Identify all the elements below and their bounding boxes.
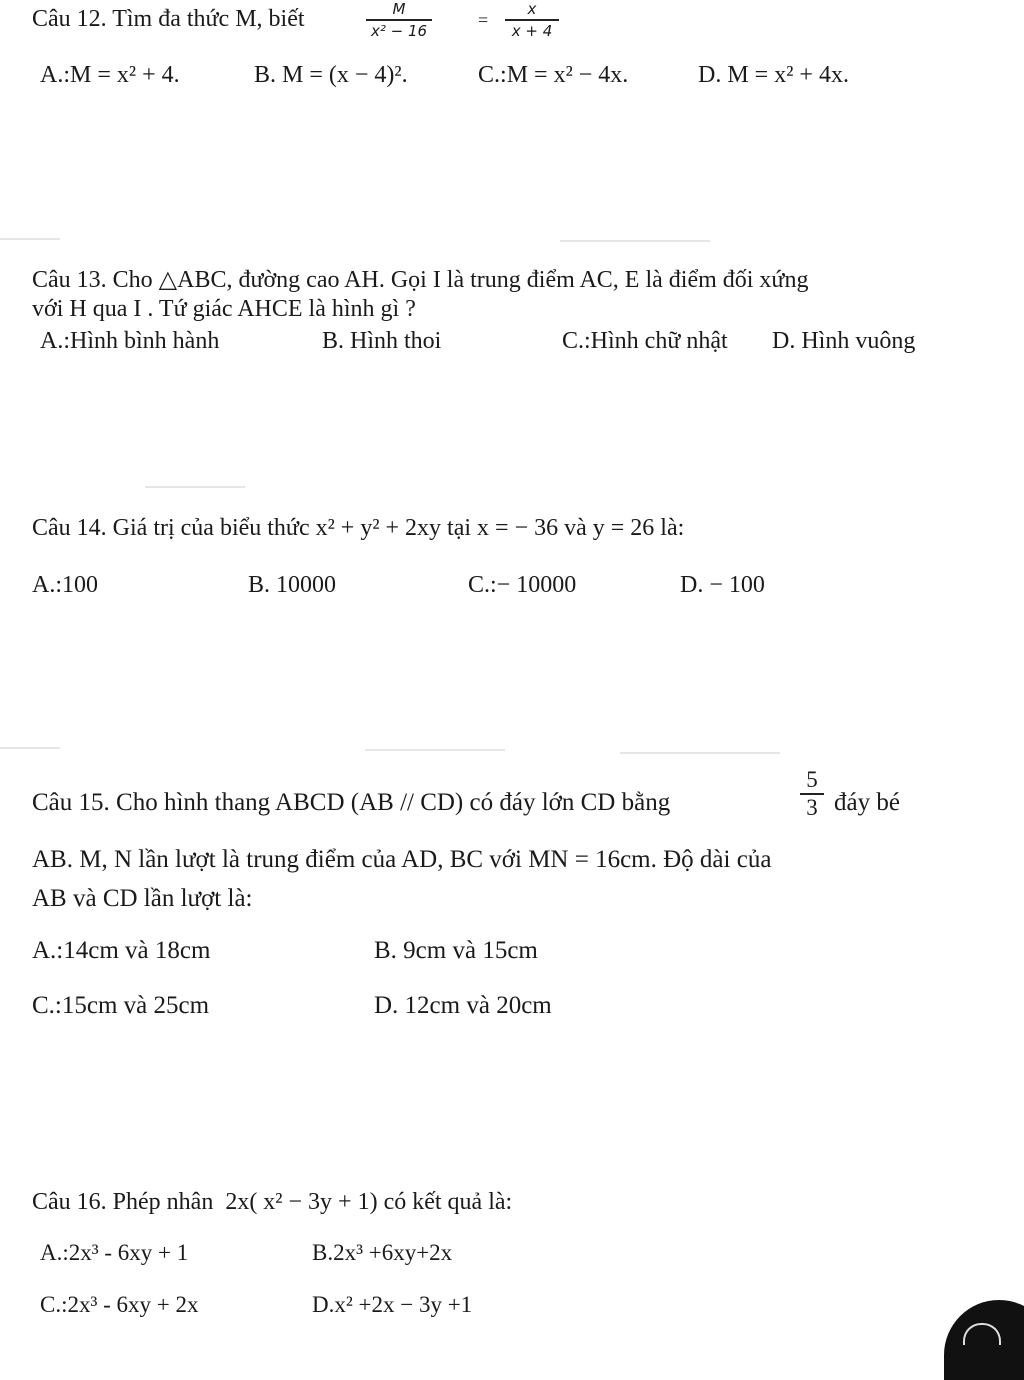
option-math: M = (x − 4)². [282, 62, 408, 88]
q12-fraction-left [366, 0, 432, 40]
q15-option-a: A.:14cm và 18cm [32, 937, 211, 964]
option-math: x² +2x − 3y +1 [334, 1292, 473, 1317]
option-label: A.: [40, 62, 70, 88]
q16-stem-math: 2x( x² − 3y + 1) [225, 1189, 378, 1215]
q13-option-c: C.:Hình chữ nhật [562, 328, 728, 354]
q13-option-d: D. Hình vuông [772, 328, 916, 354]
q15-line-1-post: đáy bé [834, 789, 900, 816]
q14-stem-math: x² + y² + 2xy tại x = − 36 và y = 26 là: [315, 515, 685, 541]
option-label: C.: [478, 62, 507, 88]
q13-option-b: B. Hình thoi [322, 328, 442, 354]
q12-stem: Câu 12. Tìm đa thức M, biết [32, 6, 305, 32]
q14-option-c: C.:− 10000 [468, 572, 577, 598]
q15-frac-denominator: 3 [806, 795, 818, 820]
q14-option-b: B. 10000 [248, 572, 337, 598]
q15-line-1-pre: Câu 15. Cho hình thang ABCD (AB // CD) có đáy lớn CD bằng [32, 789, 671, 816]
option-label: D. [312, 1292, 335, 1317]
divider-line [145, 486, 245, 488]
option-math: 2x³ +6xy+2x [333, 1240, 453, 1265]
q14-option-d: D. − 100 [680, 572, 765, 598]
q16-stem [32, 1189, 512, 1216]
q15-fraction [800, 768, 824, 820]
divider-line [0, 747, 60, 749]
q12-option-d [698, 62, 849, 89]
q16-option-c [40, 1292, 199, 1318]
q16-stem-text: Câu 16. Phép nhân [32, 1189, 214, 1215]
q15-option-d: D. 12cm và 20cm [374, 992, 552, 1019]
q16-stem-post: có kết quả là: [383, 1189, 513, 1215]
q15-line-2: AB. M, N lần lượt là trung điểm của AD, BC với MN = 16cm. Độ dài của [32, 846, 772, 873]
option-math: 2x³ - 6xy + 2x [67, 1292, 199, 1317]
option-math: M = x² + 4. [70, 62, 180, 88]
q14-stem [32, 515, 684, 542]
q15-option-c: C.:15cm và 25cm [32, 992, 210, 1019]
q16-option-b [312, 1240, 452, 1266]
option-math: 2x³ - 6xy + 1 [68, 1240, 189, 1265]
q12-frac2-numerator: x [527, 0, 537, 18]
q13-line-2: với H qua I . Tứ giác AHCE là hình gì ? [32, 296, 416, 322]
fraction-bar [505, 19, 559, 21]
option-label: B. [254, 62, 277, 88]
divider-line [0, 238, 60, 240]
option-label: A.: [40, 1240, 69, 1265]
q12-fraction-right [505, 0, 559, 40]
q15-option-b: B. 9cm và 15cm [374, 937, 538, 964]
q13-option-a: A.:Hình bình hành [40, 328, 220, 354]
option-math: M = x² + 4x. [727, 62, 849, 88]
q13-line-1: Câu 13. Cho △ABC, đường cao AH. Gọi I là trung điểm AC, E là điểm đối xứng [32, 267, 809, 293]
option-label: C.: [40, 1292, 68, 1317]
option-label: D. [698, 62, 722, 88]
divider-line [620, 752, 780, 754]
q14-option-a: A.:100 [32, 572, 98, 598]
q16-option-a [40, 1240, 188, 1266]
q15-frac-numerator: 5 [806, 767, 818, 792]
option-label: B. [312, 1240, 334, 1265]
q14-stem-text: Câu 14. Giá trị của biểu thức [32, 515, 310, 541]
divider-line [560, 240, 710, 242]
fraction-bar [366, 19, 432, 21]
q12-frac2-denominator: x + 4 [511, 22, 553, 40]
q12-option-c [478, 62, 628, 89]
q16-option-d [312, 1292, 472, 1318]
q12-option-b [254, 62, 408, 89]
q12-equals: = [478, 10, 489, 30]
q15-line-3: AB và CD lần lượt là: [32, 885, 253, 912]
q12-frac1-numerator: M [392, 0, 406, 18]
option-math: M = x² − 4x. [506, 62, 629, 88]
q12-option-a [40, 62, 180, 89]
q12-frac1-denominator: x² − 16 [370, 22, 428, 40]
divider-line [365, 749, 505, 751]
